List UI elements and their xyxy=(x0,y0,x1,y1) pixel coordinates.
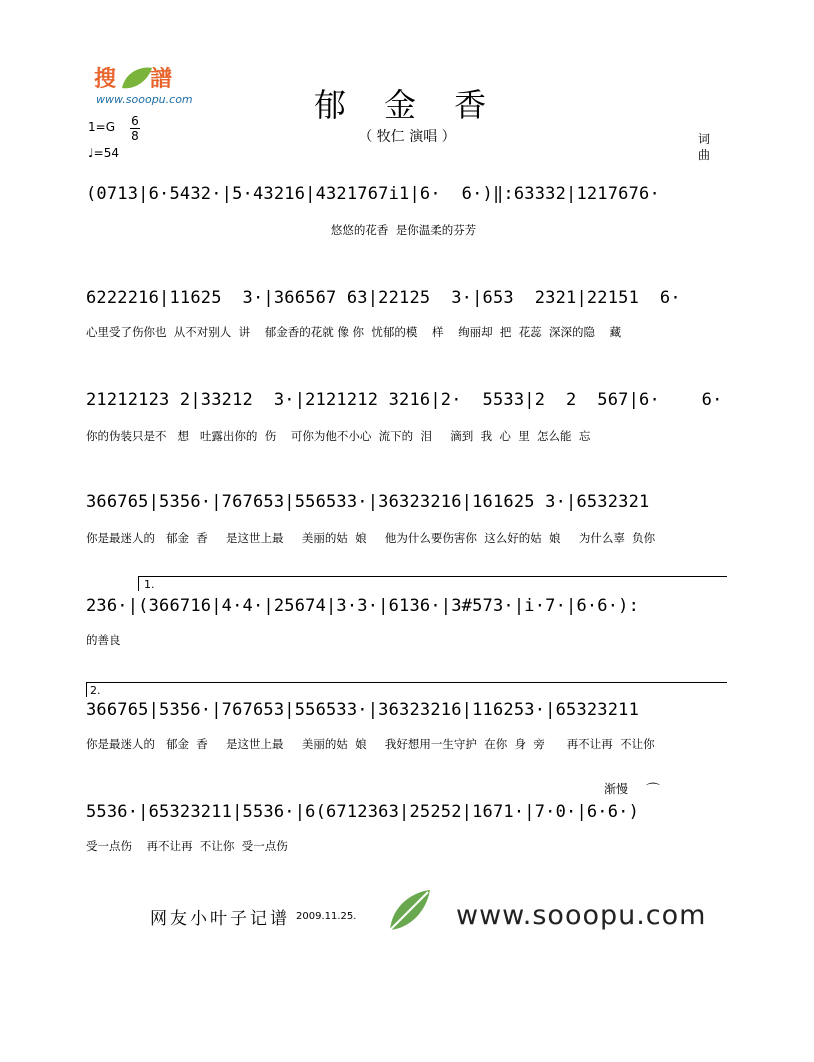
lyric-line-6: 你是最迷人的 郁金 香 是这世上最 美丽的姑 娘 我好想用一生守护 在你 身 旁 再不让再 不让你 xyxy=(86,737,655,751)
ritardando-mark: 渐慢 xyxy=(604,782,629,796)
transcriber-credit: 网友小叶子记谱 xyxy=(150,909,290,929)
site-url[interactable]: www.sooopu.com xyxy=(456,900,707,931)
lyric-line-2: 心里受了伤你也 从不对别人 讲 郁金香的花就 像 你 忧郁的模 样 绚丽却 把 花蕊 深深的隐 藏 xyxy=(86,325,622,339)
score-line-3: 21212123 2|33212 3·|2121212 3216|2· 5533|2 2 567|6· 6· xyxy=(86,390,723,410)
lyric-line-1: 悠悠的花香 是你温柔的芬芳 xyxy=(86,223,477,237)
score-line-5: 236·|(366716|4·4·|25674|3·3·|6136·|3#573·|i·7·|6·6·): xyxy=(86,596,640,616)
tempo-marking: ♩=54 xyxy=(88,146,119,160)
key-signature: 1=G xyxy=(88,120,115,134)
logo-url: www.sooopu.com xyxy=(96,93,193,106)
singer-credit: （ 牧仁 演唱 ） xyxy=(358,129,456,145)
lyric-line-7: 受一点伤 再不让再 不让你 受一点伤 xyxy=(86,839,288,853)
volta-bracket-1 xyxy=(138,576,727,591)
lyric-line-3: 你的伪装只是不 想 吐露出你的 伤 可你为他不小心 流下的 泪 滴到 我 心 里 怎么能 忘 xyxy=(86,429,591,443)
volta-label-2: 2. xyxy=(90,684,101,697)
score-line-1: (0713|6·5432·|5·43216|4321767i1|6· 6·)‖:63332|1217676· xyxy=(86,184,660,204)
fermata-mark: ⌒ xyxy=(646,783,660,799)
lyric-line-5: 的善良 xyxy=(86,633,121,647)
song-title: 郁 金 香 xyxy=(313,86,501,124)
svg-text:搜: 搜 xyxy=(94,67,117,92)
leaf-icon xyxy=(384,886,434,940)
time-bottom: 8 xyxy=(131,129,139,143)
lyricist-label: 词 xyxy=(698,132,711,146)
score-line-4: 366765|5356·|767653|556533·|36323216|161625 3·|6532321 xyxy=(86,492,650,512)
score-line-6: 366765|5356·|767653|556533·|36323216|116253·|65323211 xyxy=(86,700,640,720)
score-line-2: 6222216|11625 3·|366567 63|22125 3·|653 2321|22151 6· xyxy=(86,288,681,308)
score-line-7: 5536·|65323211|5536·|6(6712363|25252|1671·|7·0·|6·6·) xyxy=(86,802,640,822)
volta-bracket-2 xyxy=(86,682,727,697)
svg-text:譜: 譜 xyxy=(150,67,173,92)
volta-label-1: 1. xyxy=(144,578,155,591)
time-top: 6 xyxy=(131,114,139,128)
transcribe-date: 2009.11.25. xyxy=(296,911,357,922)
lyric-line-4: 你是最迷人的 郁金 香 是这世上最 美丽的姑 娘 他为什么要伤害你 这么好的姑 娘 为什么辜 负你 xyxy=(86,531,656,545)
composer-label: 曲 xyxy=(698,148,711,162)
time-signature xyxy=(130,114,140,143)
